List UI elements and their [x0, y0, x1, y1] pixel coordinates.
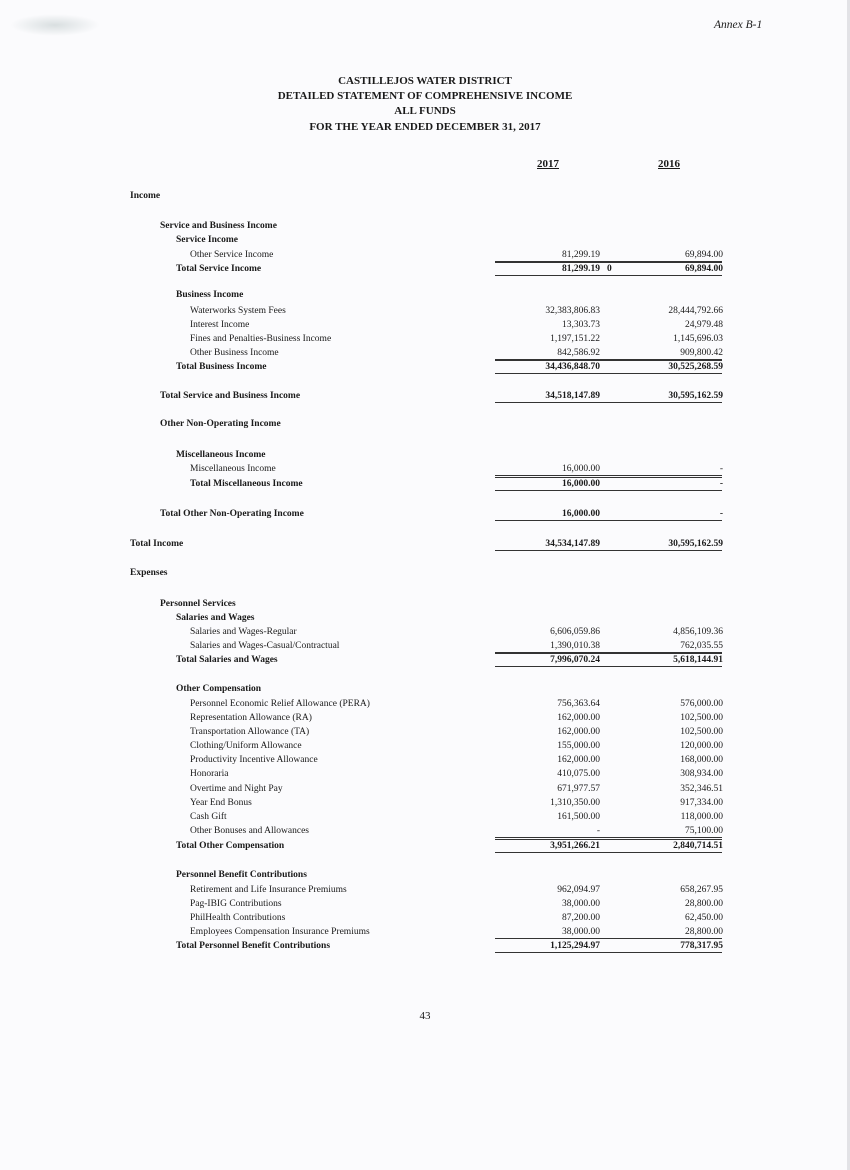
stray-marker: 0 [607, 264, 612, 274]
value-2017: 87,200.00 [562, 913, 600, 923]
row-label: Retirement and Life Insurance Premiums [190, 885, 347, 895]
value-2017: 32,383,806.83 [545, 306, 600, 316]
table-row [0, 926, 850, 938]
value-2017: 7,996,070.24 [550, 655, 600, 665]
table-row [0, 249, 850, 261]
value-2016: 2,840,714.51 [673, 841, 723, 851]
value-2016: 24,979.48 [685, 320, 723, 330]
table-row [0, 612, 850, 624]
row-label: Transportation Allowance (TA) [190, 727, 310, 737]
value-2016: 917,334.00 [680, 798, 723, 808]
table-row [0, 598, 850, 610]
row-label: Personnel Services [160, 599, 236, 609]
table-row [0, 884, 850, 896]
value-2017: 81,299.19 [562, 250, 600, 260]
table-row [0, 263, 850, 275]
table-row [0, 783, 850, 795]
row-label: Salaries and Wages-Casual/Contractual [190, 641, 340, 651]
column-header-2016: 2016 [658, 158, 680, 170]
table-row [0, 740, 850, 752]
table-row [0, 654, 850, 666]
table-row [0, 220, 850, 232]
row-label: Salaries and Wages-Regular [190, 627, 297, 637]
value-2017: 38,000.00 [562, 927, 600, 937]
table-row [0, 940, 850, 952]
row-label: Expenses [130, 568, 168, 578]
value-2017: 1,310,350.00 [550, 798, 600, 808]
row-label: Total Service Income [176, 264, 262, 274]
value-2016: 168,000.00 [680, 755, 723, 765]
value-2016: - [719, 509, 723, 519]
table-row [0, 712, 850, 724]
row-label: Personnel Benefit Contributions [176, 870, 307, 880]
period-line: FOR THE YEAR ENDED DECEMBER 31, 2017 [309, 121, 541, 133]
value-2017: 34,518,147.89 [545, 391, 600, 401]
value-2017: 6,606,059.86 [550, 627, 600, 637]
row-label: Clothing/Uniform Allowance [190, 741, 302, 751]
table-row [0, 234, 850, 246]
value-2016: 28,800.00 [685, 899, 723, 909]
table-row [0, 538, 850, 550]
table-row [0, 390, 850, 402]
table-row [0, 418, 850, 430]
table-row [0, 319, 850, 331]
row-label: Total Other Compensation [176, 841, 285, 851]
table-row [0, 825, 850, 837]
row-label: Other Non-Operating Income [160, 419, 281, 429]
value-2017: 16,000.00 [562, 464, 600, 474]
row-label: PhilHealth Contributions [190, 913, 286, 923]
value-2016: 28,444,792.66 [668, 306, 723, 316]
value-2017: 1,125,294.97 [550, 941, 600, 951]
row-label: Other Compensation [176, 684, 262, 694]
value-2016: 102,500.00 [680, 713, 723, 723]
value-2017: 962,094.97 [557, 885, 600, 895]
table-row [0, 333, 850, 345]
table-row [0, 463, 850, 475]
column-header-2017: 2017 [537, 158, 559, 170]
row-label: Honoraria [190, 769, 229, 779]
row-label: Productivity Incentive Allowance [190, 755, 318, 765]
value-2016: 308,934.00 [680, 769, 723, 779]
row-label: Total Service and Business Income [160, 391, 301, 401]
value-2016: 69,894.00 [685, 250, 723, 260]
row-label: Miscellaneous Income [190, 464, 276, 474]
row-label: Overtime and Night Pay [190, 784, 283, 794]
value-2017: 3,951,266.21 [550, 841, 600, 851]
rule-line [495, 839, 722, 840]
rule-line [495, 520, 722, 521]
value-2016: 4,856,109.36 [673, 627, 723, 637]
value-2016: 658,267.95 [680, 885, 723, 895]
row-label: Service and Business Income [160, 221, 277, 231]
table-row [0, 449, 850, 461]
row-label: Other Bonuses and Allowances [190, 826, 309, 836]
table-row [0, 898, 850, 910]
value-2016: 5,618,144.91 [673, 655, 723, 665]
row-label: Representation Allowance (RA) [190, 713, 312, 723]
value-2016: 576,000.00 [680, 699, 723, 709]
value-2017: 16,000.00 [562, 509, 600, 519]
rule-line [495, 477, 722, 478]
table-row [0, 567, 850, 579]
rule-line [495, 666, 722, 667]
table-row [0, 640, 850, 652]
table-row [0, 305, 850, 317]
rule-line [495, 490, 722, 491]
rule-line [495, 852, 722, 853]
value-2016: 102,500.00 [680, 727, 723, 737]
rule-line [495, 938, 722, 939]
rule-line [495, 275, 722, 276]
value-2016: 30,595,162.59 [668, 391, 723, 401]
row-label: Total Business Income [176, 362, 267, 372]
table-row [0, 811, 850, 823]
row-label: Total Salaries and Wages [176, 655, 278, 665]
statement-title: DETAILED STATEMENT OF COMPREHENSIVE INCOME [277, 90, 573, 102]
value-2016: 30,595,162.59 [668, 539, 723, 549]
value-2016: 75,100.00 [685, 826, 723, 836]
table-row [0, 289, 850, 301]
value-2016: - [719, 479, 723, 489]
annex-label: Annex B-1 [714, 19, 763, 31]
row-label: Employees Compensation Insurance Premiums [190, 927, 370, 937]
value-2016: 118,000.00 [680, 812, 723, 822]
value-2017: 155,000.00 [557, 741, 600, 751]
page-number: 43 [419, 1010, 431, 1022]
value-2017: 1,390,010.38 [550, 641, 600, 651]
value-2017: 162,000.00 [557, 755, 600, 765]
value-2016: 28,800.00 [685, 927, 723, 937]
fund-scope: ALL FUNDS [394, 105, 456, 117]
value-2016: 778,317.95 [680, 941, 723, 951]
table-row [0, 190, 850, 202]
value-2017: 161,500.00 [557, 812, 600, 822]
row-label: Business Income [176, 290, 244, 300]
rule-line [495, 837, 722, 838]
rule-line [495, 475, 722, 476]
value-2017: 38,000.00 [562, 899, 600, 909]
table-row [0, 797, 850, 809]
value-2017: 34,436,848.70 [545, 362, 600, 372]
row-label: Salaries and Wages [176, 613, 255, 623]
row-label: Total Miscellaneous Income [190, 479, 303, 489]
table-row [0, 754, 850, 766]
scan-smudge [10, 14, 100, 36]
value-2016: 762,035.55 [680, 641, 723, 651]
row-label: Service Income [176, 235, 238, 245]
row-label: Year End Bonus [190, 798, 252, 808]
table-row [0, 912, 850, 924]
value-2017: 34,534,147.89 [545, 539, 600, 549]
table-row [0, 698, 850, 710]
value-2017: 81,299.19 [562, 264, 600, 274]
value-2016: - [719, 464, 723, 474]
value-2017: 756,363.64 [557, 699, 600, 709]
value-2016: 30,525,268.59 [668, 362, 723, 372]
row-label: Cash Gift [190, 812, 227, 822]
table-row [0, 626, 850, 638]
value-2017: 13,303.73 [562, 320, 600, 330]
value-2017: 671,977.57 [557, 784, 600, 794]
row-label: Interest Income [190, 320, 250, 330]
row-label: Personnel Economic Relief Allowance (PERA) [190, 699, 370, 709]
row-label: Miscellaneous Income [176, 450, 266, 460]
value-2016: 909,800.42 [680, 348, 723, 358]
row-label: Total Income [130, 539, 184, 549]
value-2016: 69,894.00 [685, 264, 723, 274]
row-label: Fines and Penalties-Business Income [190, 334, 332, 344]
rule-line [495, 262, 722, 263]
row-label: Pag-IBIG Contributions [190, 899, 282, 909]
rule-line [495, 550, 722, 551]
rule-line [495, 373, 722, 374]
table-row [0, 840, 850, 852]
table-row [0, 478, 850, 490]
row-label: Income [130, 191, 161, 201]
value-2016: 120,000.00 [680, 741, 723, 751]
table-row [0, 726, 850, 738]
row-label: Total Other Non-Operating Income [160, 509, 304, 519]
rule-line [495, 952, 722, 953]
row-label: Other Service Income [190, 250, 274, 260]
value-2016: 352,346.51 [680, 784, 723, 794]
value-2017: 1,197,151.22 [550, 334, 600, 344]
value-2017: 410,075.00 [557, 769, 600, 779]
rule-line [495, 360, 722, 361]
value-2017: 162,000.00 [557, 727, 600, 737]
value-2017: 162,000.00 [557, 713, 600, 723]
table-row [0, 347, 850, 359]
table-row [0, 361, 850, 373]
table-row [0, 508, 850, 520]
value-2017: 16,000.00 [562, 479, 600, 489]
rule-line [495, 402, 722, 403]
value-2017: - [596, 826, 600, 836]
table-row [0, 869, 850, 881]
value-2016: 62,450.00 [685, 913, 723, 923]
table-row [0, 768, 850, 780]
value-2016: 1,145,696.03 [673, 334, 723, 344]
rule-line [495, 653, 722, 654]
row-label: Other Business Income [190, 348, 279, 358]
table-row [0, 683, 850, 695]
row-label: Waterworks System Fees [190, 306, 286, 316]
row-label: Total Personnel Benefit Contributions [176, 941, 331, 951]
value-2017: 842,586.92 [557, 348, 600, 358]
entity-name: CASTILLEJOS WATER DISTRICT [338, 75, 512, 87]
